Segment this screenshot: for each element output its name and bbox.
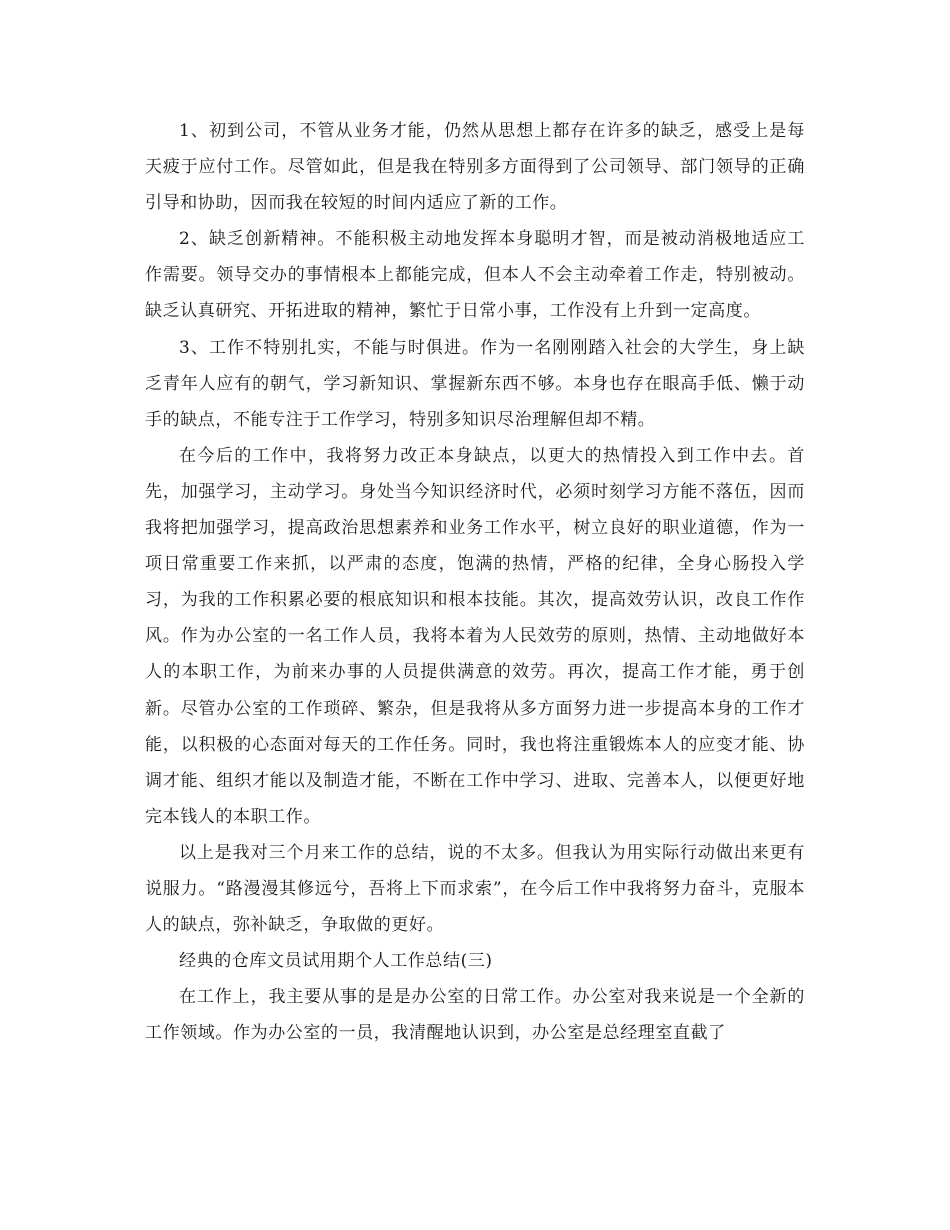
document-body bbox=[145, 113, 805, 1051]
paragraph-4: 在今后的工作中，我将努力改正本身缺点，以更大的热情投入到工作中去。首先，加强学习，主动学习。身处当今知识经济时代，必须时刻学习方能不落伍，因而我将把加强学习，提高政治思想素养和业务工作水平，树立良好的职业道德，作为一项日常重要工作来抓，以严肃的态度，饱满的热情，严格的纪律，全身心肠投入学习，为我的工作积累必要的根底知识和根本技能。其次，提高效劳认识，改良工作作风。作为办公室的一名工作人员，我将本着为人民效劳的原则，热情、主动地做好本人的本职工作，为前来办事的人员提供满意的效劳。再次，提高工作才能，勇于创新。尽管办公室的工作琐碎、繁杂，但是我将从多方面努力进一步提高本身的工作才能，以积极的心态面对每天的工作任务。同时，我也将注重锻炼本人的应变才能、协调才能、组织才能以及制造才能，不断在工作中学习、进取、完善本人，以便更好地完本钱人的本职工作。 bbox=[145, 445, 805, 827]
section-heading: 经典的仓库文员试用期个人工作总结(三) bbox=[179, 951, 493, 972]
paragraph-6: 在工作上，我主要从事的是是办公室的日常工作。办公室对我来说是一个全新的工作领域。作为办公室的一员，我清醒地认识到，办公室是总经理室直截了 bbox=[145, 987, 805, 1044]
paragraph-1: 1、初到公司，不管从业务才能，仍然从思想上都存在许多的缺乏，感受上是每天疲于应付工作。尽管如此，但是我在特别多方面得到了公司领导、部门领导的正确引导和协助，因而我在较短的时间内适应了新的工作。 bbox=[145, 121, 805, 214]
paragraph-3: 3、工作不特别扎实，不能与时俱进。作为一名刚刚踏入社会的大学生，身上缺乏青年人应有的朝气，学习新知识、掌握新东西不够。本身也存在眼高手低、懒于动手的缺点，不能专注于工作学习，特别多知识尽治理解但却不精。 bbox=[145, 337, 805, 430]
paragraph-2: 2、缺乏创新精神。不能积极主动地发挥本身聪明才智，而是被动消极地适应工作需要。领导交办的事情根本上都能完成，但本人不会主动牵着工作走，特别被动。缺乏认真研究、开拓进取的精神，繁忙于日常小事，工作没有上升到一定高度。 bbox=[145, 229, 805, 322]
paragraph-5: 以上是我对三个月来工作的总结，说的不太多。但我认为用实际行动做出来更有说服力。“路漫漫其修远兮，吾将上下而求索”，在今后工作中我将努力奋斗，克服本人的缺点，弥补缺乏，争取做的更好。 bbox=[145, 842, 805, 936]
